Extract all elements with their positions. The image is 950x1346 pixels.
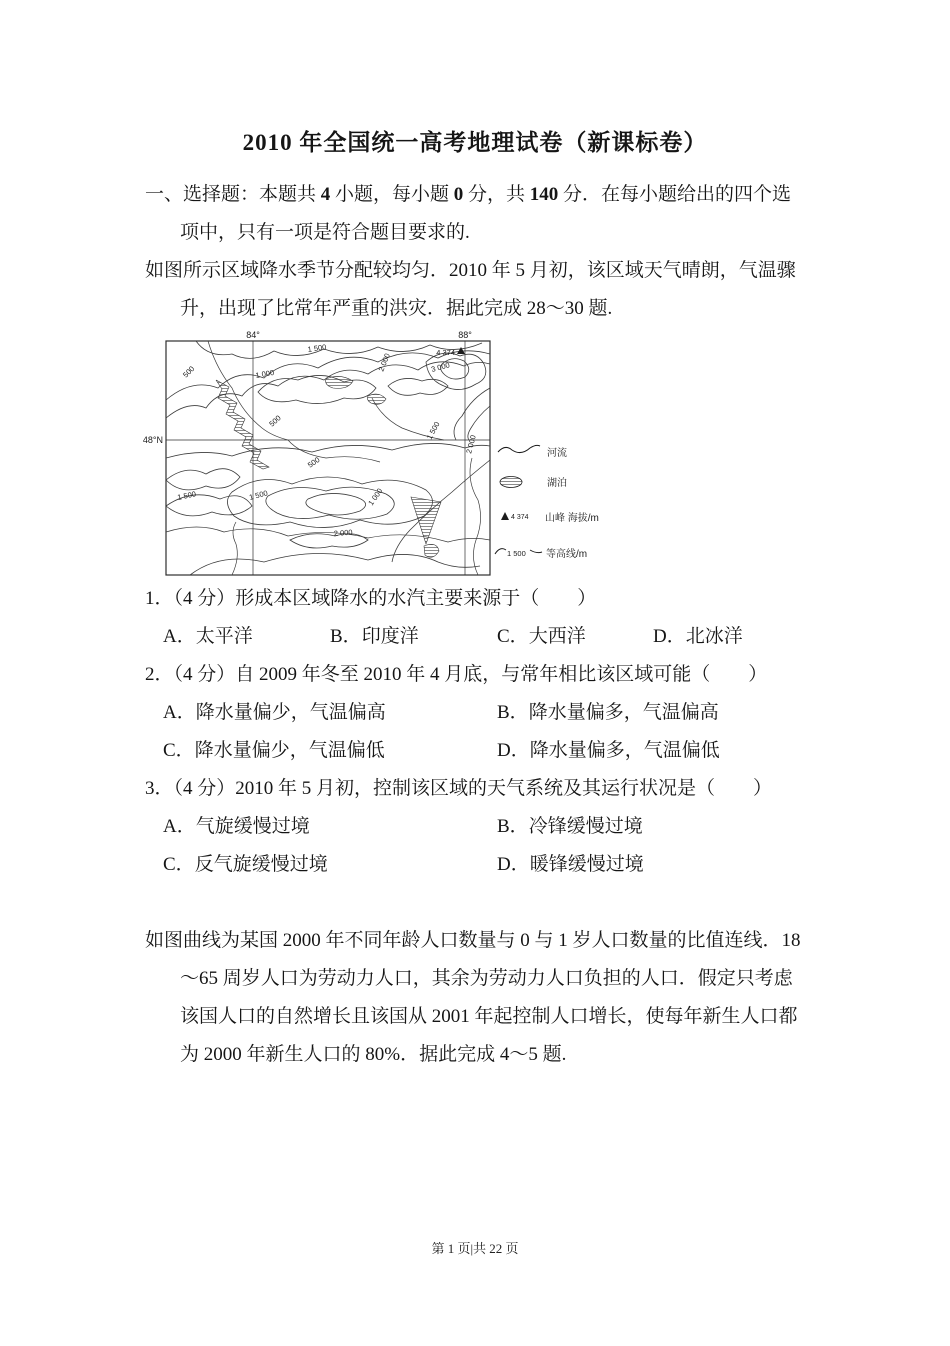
legend-contour-value: 1 500: [507, 549, 526, 558]
legend-contour-symbol-right: [530, 550, 542, 553]
option-3d: D．暖锋缓慢过境: [497, 854, 644, 875]
legend-river-symbol-icon: [498, 445, 540, 452]
legend-contour-symbol-left: [495, 549, 506, 554]
svg-text:500: 500: [267, 413, 283, 429]
legend-lake-symbol-icon: [500, 477, 522, 488]
section-header-text: 一、选择题：本题共: [145, 184, 321, 205]
question-2-options-row1: [145, 694, 845, 732]
svg-text:3 000: 3 000: [430, 360, 451, 374]
svg-text:1 500: 1 500: [176, 489, 197, 502]
legend-item-contour: [495, 547, 587, 560]
svg-text:2 000: 2 000: [333, 527, 353, 538]
svg-text:1 000: 1 000: [254, 367, 275, 380]
legend-item-lake: [500, 476, 567, 489]
question-1-stem: 1．（4 分）形成本区域降水的水汽主要来源于（ ）: [145, 588, 597, 609]
question-2-options-row2: [145, 732, 845, 770]
contour-map-figure: [142, 328, 845, 580]
question-3-options-row2: [145, 846, 845, 884]
option-1b: B．印度洋: [330, 626, 419, 647]
option-2a: A．降水量偏少，气温偏高: [163, 702, 386, 723]
svg-text:2 000: 2 000: [464, 434, 478, 455]
peak-triangle-icon: [457, 347, 465, 354]
meridian-label-88: 88°: [458, 330, 472, 340]
legend-item-river: [498, 445, 567, 459]
intro1-line2: 升，出现了比常年严重的洪灾．据此完成 28～30 题.: [180, 298, 613, 319]
option-2c: C．降水量偏少，气温偏低: [163, 740, 385, 761]
legend-peak-symbol-icon: [501, 512, 509, 520]
svg-text:1 500: 1 500: [424, 420, 442, 441]
page-title: 2010 年全国统一高考地理试卷（新课标卷）: [242, 130, 708, 155]
section-count-bold: 4: [320, 184, 331, 205]
map-legend: [495, 445, 599, 560]
svg-text:500: 500: [305, 455, 322, 470]
contour-map: [140, 330, 660, 580]
section-header-line2: 项中，只有一项是符合题目要求的.: [180, 222, 470, 243]
svg-text:1 500: 1 500: [248, 488, 269, 502]
option-2d: D．降水量偏多，气温偏低: [497, 740, 720, 761]
intro2-line3: 该国人口的自然增长且该国从 2001 年起控制人口增长，使每年新生人口都: [180, 1006, 798, 1027]
legend-peak-label: 山峰 海拔/m: [545, 513, 599, 524]
svg-text:1 000: 1 000: [366, 486, 385, 508]
question-3-options-row1: [145, 808, 845, 846]
question-1-options: [145, 618, 845, 656]
question-1-number: 1．: [145, 588, 174, 609]
lake-shapes: [216, 376, 441, 557]
parallel-label-48n: 48°N: [142, 435, 163, 445]
legend-river-label: 河流: [547, 448, 567, 459]
meridian-label-84: 84°: [246, 330, 260, 340]
svg-text:2 000: 2 000: [376, 351, 392, 373]
legend-lake-label: 湖泊: [547, 478, 567, 489]
question-2-number: 2．: [145, 664, 174, 685]
option-2b: B．降水量偏多，气温偏高: [497, 702, 719, 723]
question-2-stem: 2．（4 分）自 2009 年冬至 2010 年 4 月底，与常年相比该区域可能（ ）: [145, 664, 768, 685]
option-3a: A．气旋缓慢过境: [163, 816, 310, 837]
intro2-line2: ～65 周岁人口为劳动力人口，其余为劳动力人口负担的人口．假定只考虑: [180, 968, 793, 989]
option-3c: C．反气旋缓慢过境: [163, 854, 328, 875]
svg-text:500: 500: [181, 364, 197, 380]
option-1a: A．太平洋: [163, 626, 253, 647]
legend-peak-value: 4 374: [511, 514, 529, 521]
question-3-number: 3．: [145, 778, 174, 799]
blank-line: [145, 884, 845, 922]
intro1-line1: 如图所示区域降水季节分配较均匀．2010 年 5 月初，该区域天气晴朗，气温骤: [145, 260, 796, 281]
document-body: [142, 176, 845, 1074]
question-3-stem: 3．（4 分）2010 年 5 月初，控制该区域的天气系统及其运行状况是（ ）: [145, 778, 773, 799]
intro2-line4: 为 2000 年新生人口的 80%．据此完成 4～5 题.: [180, 1044, 567, 1065]
section-header-line1: 一、选择题：本题共 4 小题，每小题 0 分，共 140 分．在每小题给出的四个选: [145, 184, 792, 205]
option-1d: D．北冰洋: [653, 626, 743, 647]
page-footer: 第 1 页|共 22 页: [431, 1241, 519, 1256]
svg-text:1 500: 1 500: [307, 342, 327, 354]
option-3b: B．冷锋缓慢过境: [497, 816, 643, 837]
intro2-line1: 如图曲线为某国 2000 年不同年龄人口数量与 0 与 1 岁人口数量的比值连线．18: [145, 930, 801, 951]
option-1c: C．大西洋: [497, 626, 586, 647]
peak-elevation-label: 4 374: [436, 348, 455, 357]
legend-contour-label: 等高线/m: [546, 549, 588, 560]
legend-item-peak: [501, 511, 599, 524]
